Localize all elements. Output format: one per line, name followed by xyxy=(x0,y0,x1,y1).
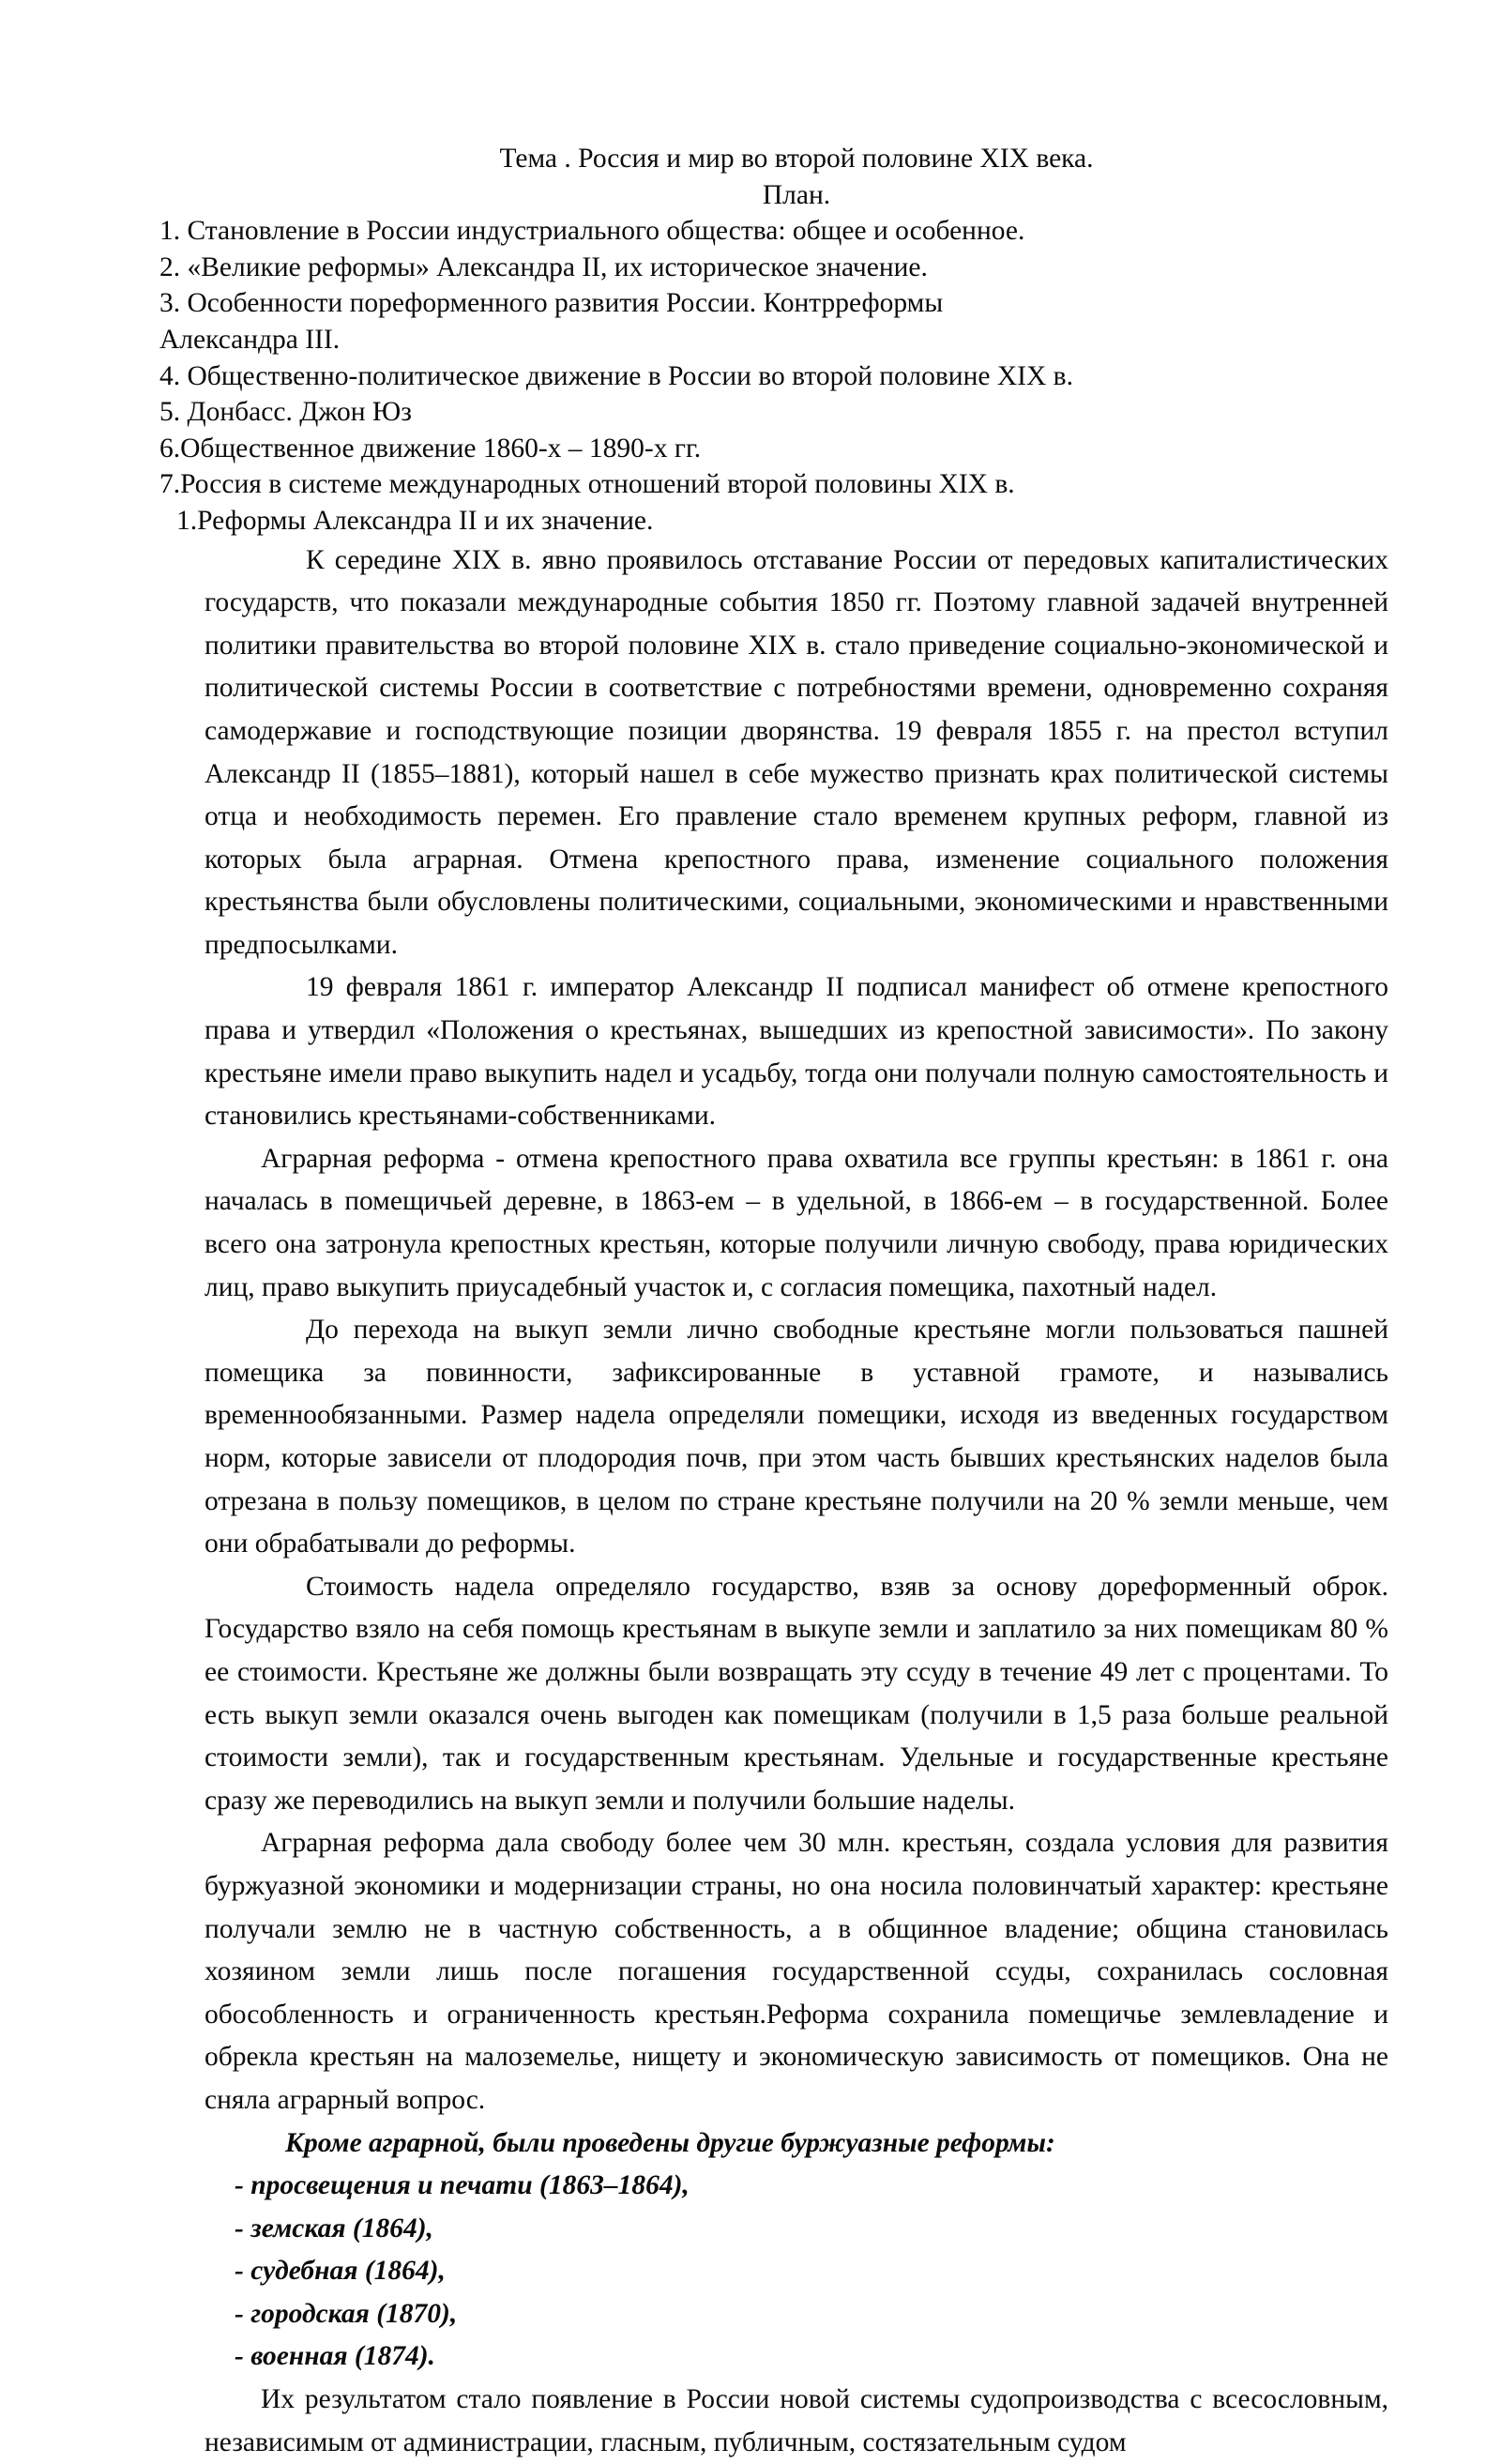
paragraph-2: 19 февраля 1861 г. император Александр II подписал манифест об отмене крепостного права и утвердил «Положения о крестьянах, вышедших из крепостной зависимости». По закону крестьяне имели право выкупить надел и усадьбу, тогда они получали полную самостоятельность и становились крестьянами-собственниками. xyxy=(205,972,1388,1132)
section-heading: 1.Реформы Александра II и их значение. xyxy=(176,505,654,536)
paragraph-4: До перехода на выкуп земли лично свободные крестьяне могли пользоваться пашней помещика за повинности, зафиксированные в уставной грамоте, и назывались временнообязанными. Размер надела определяли помещики, исходя из введенных государством норм, которые зависели от плодородия почв, при этом часть бывших крестьянских наделов была отрезана в пользу помещиков, в целом по стране крестьяне получили на 20 % земли меньше, чем они обрабатывали до реформы. xyxy=(205,1315,1388,1559)
document-title: Тема . Россия и мир во второй половине XIX века. xyxy=(499,144,1094,174)
plan-label: План. xyxy=(762,179,831,210)
plan-item-5: 5. Донбасс. Джон Юз xyxy=(159,397,412,428)
paragraph-1: К середине XIX в. явно проявилось отставание России от передовых капиталистических государств, что показали международные события 1850 гг. Поэтому главной задачей внутренней политики правительства во второй половине XIX в. стало приведение социально-экономической и политической системы России в соответствие с потребностями времени, одновременно сохраняя самодержавие и господствующие позиции дворянства. 19 февраля 1855 г. на престол вступил Александр II (1855–1881), который нашел в себе мужество признать крах политической системы отца и необходимость перемен. Его правление стало временем крупных реформ, главной из которых была аграрная. Отмена крепостного права, изменение социального положения крестьянства были обусловлены политическими, социальными, экономическими и нравственными предпосылками. xyxy=(205,544,1388,960)
reform-item-military: - военная (1874). xyxy=(235,2341,435,2372)
closing-paragraph: Их результатом стало появление в России новой системы судопроизводства с всесословным, независимым от администрации, гласным, публичным, состязательным судом xyxy=(205,2384,1388,2457)
paragraph-6: Аграрная реформа дала свободу более чем 30 млн. крестьян, создала условия для развития буржуазной экономики и модернизации страны, но она носила половинчатый характер: крестьяне получали землю не в частную собственность, а в общинное владение; община становилась хозяином земли лишь после погашения государственной ссуды, сохранилась сословная обособленность и ограниченность крестьян.Реформа сохранила помещичье землевладение и обрекла крестьян на малоземелье, нищету и экономическую зависимость от помещиков. Она не сняла аграрный вопрос. xyxy=(205,1828,1388,2115)
plan-item-3-cont: Александра III. xyxy=(159,324,341,355)
plan-item-1: 1. Становление в России индустриального общества: общее и особенное. xyxy=(159,216,1025,247)
reforms-heading: Кроме аграрной, были проведены другие буржуазные реформы: xyxy=(285,2127,1055,2158)
reform-item-education: - просвещения и печати (1863–1864), xyxy=(235,2170,690,2201)
paragraph-3: Аграрная реформа - отмена крепостного права охватила все группы крестьян: в 1861 г. она началась в помещичьей деревне, в 1863-ем – в удельной, в 1866-ем – в государственной. Более всего она затронула крепостных крестьян, которые получили личную свободу, права юридических лиц, право выкупить приусадебный участок и, с согласия помещика, пахотный надел. xyxy=(205,1143,1388,1302)
plan-item-7: 7.Россия в системе международных отношений второй половины XIX в. xyxy=(159,469,1015,500)
plan-item-2: 2. «Великие реформы» Александра II, их историческое значение. xyxy=(159,251,928,282)
reform-item-zemstvo: - земская (1864), xyxy=(235,2213,433,2243)
document-content xyxy=(159,141,1388,2464)
plan-item-4: 4. Общественно-политическое движение в России во второй половине XIX в. xyxy=(159,360,1073,391)
plan-item-3: 3. Особенности пореформенного развития России. Контрреформы xyxy=(159,288,944,319)
plan-item-6: 6.Общественное движение 1860-х – 1890-х гг. xyxy=(159,433,702,464)
paragraph-5: Стоимость надела определяло государство, взяв за основу дореформенный оброк. Государство взяло на себя помощь крестьянам в выкупе земли и заплатило за них помещикам 80 % ее стоимости. Крестьяне же должны были возвращать эту ссуду в течение 49 лет с процентами. То есть выкуп земли оказался очень выгоден как помещикам (получили в 1,5 раза больше реальной стоимости земли), так и государственным крестьянам. Удельные и государственные крестьяне сразу же переводились на выкуп земли и получили большие наделы. xyxy=(205,1571,1388,1816)
reform-item-judicial: - судебная (1864), xyxy=(235,2256,446,2287)
reform-item-urban: - городская (1870), xyxy=(235,2298,458,2329)
